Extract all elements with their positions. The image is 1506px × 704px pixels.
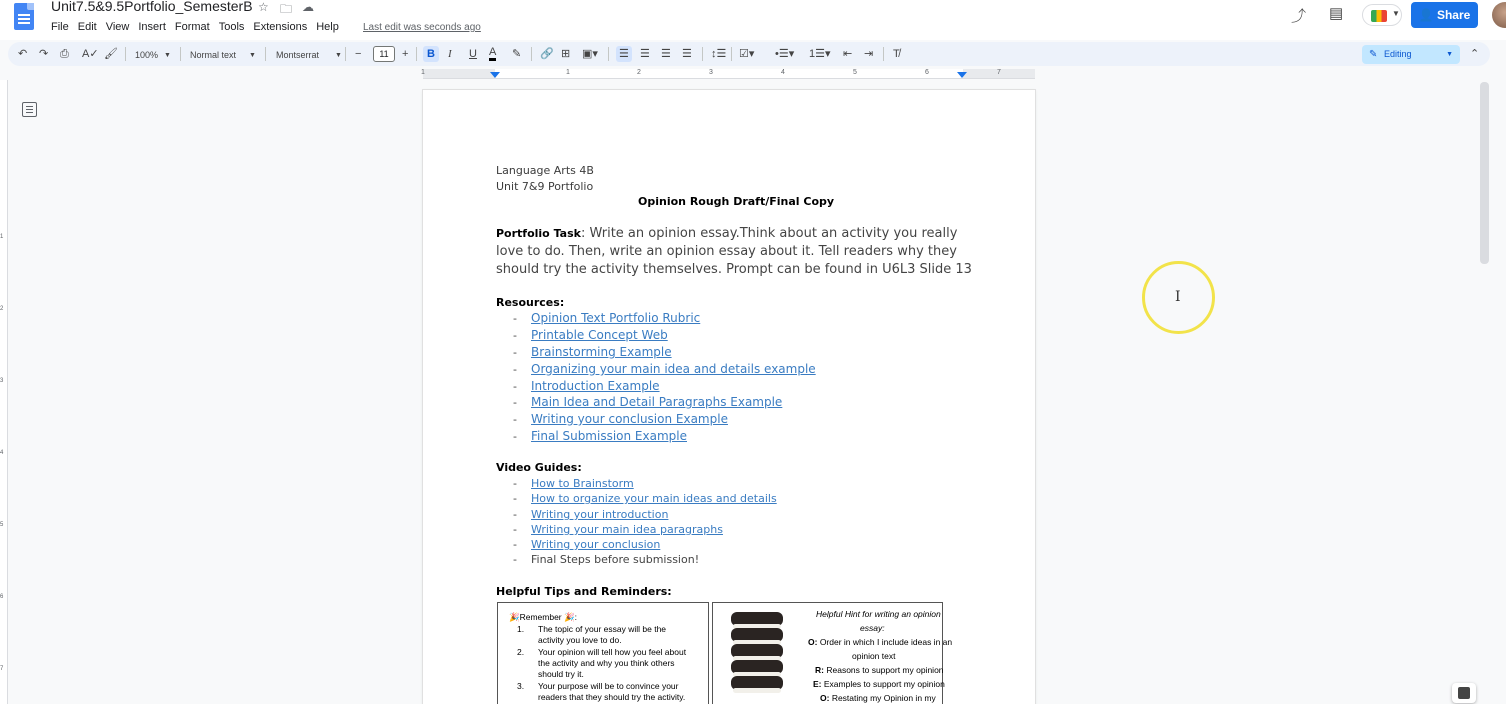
bullet: - xyxy=(513,477,517,490)
resource-link[interactable]: Printable Concept Web xyxy=(531,328,668,342)
video-link[interactable]: Writing your conclusion xyxy=(531,538,661,551)
italic-button[interactable]: I xyxy=(448,48,452,60)
chevron-down-icon: ▼ xyxy=(164,52,171,59)
ruler-number: 1 xyxy=(566,69,570,76)
cloud-status-icon[interactable]: ☁ xyxy=(302,0,314,14)
menu-file[interactable]: File xyxy=(51,21,69,33)
ruler-number: 3 xyxy=(709,69,713,76)
font-select[interactable]: Montserrat xyxy=(276,50,320,60)
bullet: - xyxy=(513,538,517,551)
bullet: - xyxy=(513,553,517,566)
video-link[interactable]: How to Brainstorm xyxy=(531,477,634,490)
task-paragraph-line xyxy=(496,226,957,241)
divider xyxy=(883,47,884,61)
chevron-down-icon: ▼ xyxy=(335,52,342,59)
add-comment-icon[interactable]: ⊞ xyxy=(561,48,571,60)
resource-link[interactable]: Opinion Text Portfolio Rubric xyxy=(531,311,701,325)
hint-line xyxy=(813,679,945,689)
bullet: - xyxy=(513,413,517,426)
spellcheck-icon[interactable]: A✓ xyxy=(82,48,99,60)
course-name: Language Arts 4B xyxy=(496,164,594,177)
align-center-icon[interactable]: ☰ xyxy=(640,48,650,60)
hint-text: Order in which I include ideas in an xyxy=(817,637,953,647)
bullet: - xyxy=(513,346,517,359)
remember-text: Your opinion will tell how you feel about xyxy=(538,647,687,657)
share-button[interactable] xyxy=(1411,2,1478,28)
bullet: - xyxy=(513,363,517,376)
ruler-number: 2 xyxy=(637,69,641,76)
ruler-number: 5 xyxy=(0,522,4,528)
explore-icon xyxy=(1458,687,1470,699)
ruler-number: 7 xyxy=(997,69,1001,76)
style-select[interactable]: Normal text xyxy=(190,50,237,60)
unit-name: Unit 7&9 Portfolio xyxy=(496,180,594,193)
task-paragraph-line: love to do. Then, write an opinion essay about it. Tell readers why they xyxy=(496,244,957,259)
list-number: 3. xyxy=(517,681,525,691)
numbered-list-icon[interactable]: 1☰▾ xyxy=(809,48,831,60)
list-number: 1. xyxy=(517,624,525,634)
clear-formatting-icon[interactable]: T̸ xyxy=(893,48,900,60)
menu-bar xyxy=(51,21,348,35)
print-icon[interactable]: ⎙ xyxy=(60,48,69,60)
oreo-cookie-image xyxy=(727,612,787,700)
hint-title: Helpful Hint for writing an opinion xyxy=(816,609,941,619)
hint-letter: O: xyxy=(820,693,830,703)
activity-trend-icon[interactable]: ⤴ xyxy=(1291,8,1307,25)
bullet: - xyxy=(513,380,517,393)
meet-camera-icon xyxy=(1371,10,1387,22)
ruler-number: 1 xyxy=(0,234,4,240)
hint-letter: E: xyxy=(813,679,822,689)
remember-text: should try it. xyxy=(538,669,584,679)
hint-letter: R: xyxy=(815,665,824,675)
chevron-down-icon: ▼ xyxy=(249,52,256,59)
star-icon[interactable]: ☆ xyxy=(258,0,269,14)
divider xyxy=(608,47,609,61)
right-indent-marker[interactable] xyxy=(957,72,967,78)
horizontal-ruler[interactable] xyxy=(423,69,1035,79)
person-icon: 👤 xyxy=(1418,8,1437,22)
link-icon[interactable]: 🔗 xyxy=(540,48,554,60)
line-spacing-icon[interactable]: ↕☰ xyxy=(711,48,727,60)
decrease-font-size-button[interactable]: − xyxy=(355,48,362,60)
resources-heading: Resources: xyxy=(496,296,565,309)
checklist-icon[interactable]: ☑▾ xyxy=(739,48,755,60)
ruler-number: 5 xyxy=(853,69,857,76)
video-guides-heading: Video Guides: xyxy=(496,461,582,474)
increase-indent-icon[interactable]: ⇥ xyxy=(864,48,874,60)
last-edit-link[interactable]: Last edit was seconds ago xyxy=(363,22,481,33)
ruler-number: 4 xyxy=(781,69,785,76)
divider xyxy=(345,47,346,61)
divider xyxy=(416,47,417,61)
vertical-scrollbar[interactable] xyxy=(1480,82,1489,264)
menu-format[interactable]: Format xyxy=(174,21,210,33)
ruler-number: 4 xyxy=(0,450,4,456)
bullet: - xyxy=(513,312,517,325)
hint-line xyxy=(808,637,952,647)
hint-line xyxy=(820,693,936,703)
video-link[interactable]: How to organize your main ideas and details xyxy=(531,492,777,505)
bullet: - xyxy=(513,396,517,409)
resource-link[interactable]: Main Idea and Detail Paragraphs Example xyxy=(531,395,783,409)
menu-help[interactable]: Help xyxy=(316,21,339,33)
hint-text: Restating my Opinion in my xyxy=(829,693,936,703)
bullet: - xyxy=(513,430,517,443)
divider xyxy=(702,47,703,61)
move-folder-icon[interactable]: 🗀 xyxy=(280,2,293,16)
text-color-button[interactable]: A xyxy=(489,47,496,61)
underline-button[interactable]: U xyxy=(469,48,477,60)
chevron-down-icon: ▼ xyxy=(1392,9,1400,18)
meet-button[interactable] xyxy=(1362,4,1402,26)
video-link[interactable]: Writing your introduction xyxy=(531,508,669,521)
resource-link[interactable]: Organizing your main idea and details example xyxy=(531,362,816,376)
hint-title: essay: xyxy=(860,623,885,633)
explore-button[interactable] xyxy=(1452,683,1476,703)
hint-text: Examples to support my opinion xyxy=(821,679,945,689)
collapse-menus-icon[interactable]: ⌃ xyxy=(1470,48,1480,60)
paint-format-icon[interactable]: 🖌 xyxy=(104,48,118,60)
menu-edit[interactable]: Edit xyxy=(77,21,97,33)
resource-link[interactable]: Writing your conclusion Example xyxy=(531,412,728,426)
divider xyxy=(731,47,732,61)
editing-mode-select[interactable] xyxy=(1362,45,1460,64)
comments-icon[interactable]: ▤ xyxy=(1329,5,1344,22)
docs-logo-icon[interactable] xyxy=(14,3,34,30)
undo-icon[interactable]: ↶ xyxy=(18,48,28,60)
ruler-number: 6 xyxy=(925,69,929,76)
pencil-icon: ✎ xyxy=(1369,49,1378,60)
insert-image-icon[interactable]: ▣▾ xyxy=(582,48,598,60)
bullet: - xyxy=(513,329,517,342)
remember-title: 🎉Remember 🎉: xyxy=(509,612,577,622)
bullet: - xyxy=(513,508,517,521)
font-size-input[interactable]: 11 xyxy=(373,46,395,62)
remember-text: The topic of your essay will be the xyxy=(538,624,667,634)
bullet: - xyxy=(513,492,517,505)
resource-link[interactable]: Brainstorming Example xyxy=(531,345,672,359)
resource-link[interactable]: Introduction Example xyxy=(531,379,660,393)
text-cursor-icon: I xyxy=(1175,289,1181,305)
redo-icon[interactable]: ↷ xyxy=(39,48,49,60)
ruler-number: 2 xyxy=(0,306,4,312)
divider xyxy=(265,47,266,61)
remember-text: Your purpose will be to convince your xyxy=(538,681,679,691)
resource-link[interactable]: Final Submission Example xyxy=(531,429,687,443)
task-paragraph-line: should try the activity themselves. Prompt can be found in U6L3 Slide 13 xyxy=(496,262,972,277)
bold-button[interactable]: B xyxy=(423,46,439,62)
highlight-icon[interactable]: ✎ xyxy=(512,48,522,60)
list-number: 2. xyxy=(517,647,525,657)
final-steps-item: Final Steps before submission! xyxy=(531,553,700,566)
remember-text: the activity and why you think others xyxy=(538,658,675,668)
hint-text: opinion text xyxy=(852,651,896,661)
page-title: Opinion Rough Draft/Final Copy xyxy=(638,195,835,208)
document-outline-icon[interactable] xyxy=(22,102,37,117)
document-title[interactable]: Unit7.5&9.5Portfolio_SemesterB xyxy=(51,0,253,14)
share-label: Share xyxy=(1436,8,1471,22)
task-label: Portfolio Task xyxy=(496,227,581,240)
divider xyxy=(531,47,532,61)
remember-text: activity you love to do. xyxy=(538,635,622,645)
remember-text: readers that they should try the activity. xyxy=(538,692,686,702)
menu-tools[interactable]: Tools xyxy=(218,21,245,33)
hint-text: Reasons to support my opinion xyxy=(823,665,944,675)
divider xyxy=(125,47,126,61)
increase-font-size-button[interactable]: + xyxy=(402,48,409,60)
left-indent-marker[interactable] xyxy=(490,72,500,78)
hint-letter: O: xyxy=(808,637,818,647)
decrease-indent-icon[interactable]: ⇤ xyxy=(843,48,853,60)
ruler-number: 6 xyxy=(0,594,4,600)
tips-heading: Helpful Tips and Reminders: xyxy=(496,585,672,598)
justify-icon[interactable]: ☰ xyxy=(682,48,692,60)
bullet: - xyxy=(513,523,517,536)
vertical-ruler[interactable] xyxy=(0,80,8,704)
ruler-number: 3 xyxy=(0,378,4,384)
task-text: : Write an opinion essay.Think about an activity you really xyxy=(580,226,958,241)
zoom-select[interactable]: 100% xyxy=(135,50,159,60)
menu-extensions[interactable]: Extensions xyxy=(253,21,308,33)
align-left-icon: ☰ xyxy=(619,48,629,60)
align-right-icon[interactable]: ☰ xyxy=(661,48,671,60)
chevron-down-icon: ▼ xyxy=(1446,51,1453,58)
menu-insert[interactable]: Insert xyxy=(138,21,166,33)
ruler-number: 1 xyxy=(421,69,425,76)
editing-mode-label: Editing xyxy=(1384,49,1412,59)
video-link[interactable]: Writing your main idea paragraphs xyxy=(531,523,723,536)
menu-view[interactable]: View xyxy=(105,21,130,33)
divider xyxy=(180,47,181,61)
hint-line xyxy=(815,665,944,675)
ruler-left-margin xyxy=(423,69,495,78)
bulleted-list-icon[interactable]: •☰▾ xyxy=(775,48,795,60)
ruler-number: 7 xyxy=(0,666,4,672)
